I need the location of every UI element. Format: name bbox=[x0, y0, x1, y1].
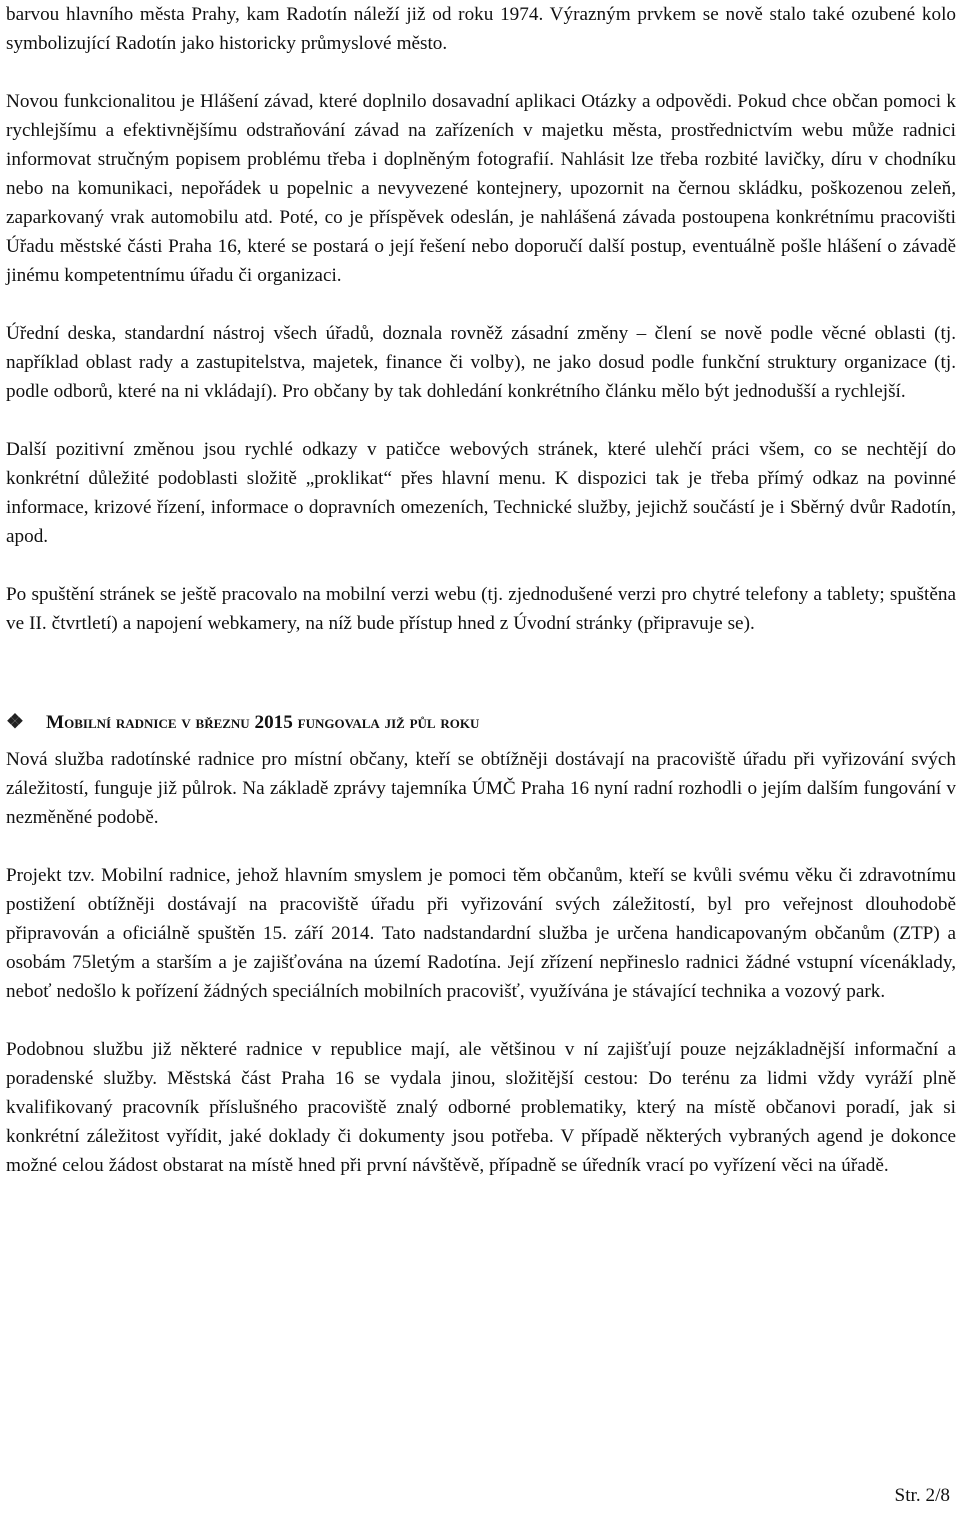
paragraph-fault-reporting: Novou funkcionalitou je Hlášení závad, které doplnilo dosavadní aplikaci Otázky a odpovědi. Pokud chce občan pomoci k rychlejšímu a efektivnějšímu odstraňování závad na zařízeních v majetku města, prostřednictvím webu může radnici informovat stručným popisem problému třeba i doplněným fotografií. Nahlásit lze třeba rozbité lavičky, díru v chodníku nebo na komunikaci, nepořádek u popelnic a nevyvezené kontejnery, upozornit na černou skládku, poškozenou zeleň, zaparkovaný vrak automobilu atd. Poté, co je příspěvek odeslán, je nahlášená závada postoupena konkrétnímu pracovišti Úřadu městské části Praha 16, které se postará o její řešení nebo doporučí další postup, eventuálně pošle hlášení o závadě jinému kompetentnímu úřadu či organizaci. bbox=[6, 91, 956, 286]
paragraph-logo-description: barvou hlavního města Prahy, kam Radotín náleží již od roku 1974. Výrazným prvkem se nově stalo také ozubené kolo symbolizující Radotín jako historicky průmyslové město. bbox=[6, 4, 956, 54]
diamond-bullet-icon: ❖ bbox=[6, 711, 24, 733]
section-heading bbox=[6, 708, 956, 737]
paragraph-official-board: Úřední deska, standardní nástroj všech úřadů, doznala rovněž zásadní změny – člení se nově podle věcné oblasti (tj. například oblast rady a zastupitelstva, majetek, finance či volby), ne jako dosud podle funkční struktury organizace (tj. podle odborů, které na ni vkládají). Pro občany by tak dohledání konkrétního článku mělo být jednodušší a rychlejší. bbox=[6, 323, 956, 402]
paragraph-comparison: Podobnou službu již některé radnice v republice mají, ale většinou v ní zajišťují pouze nejzákladnější informační a poradenské služby. Městská část Praha 16 se vydala jinou, složitější cestou: Do terénu za lidmi vždy vyráží plně kvalifikovaný pracovník příslušného pracoviště znalý odborné problematiky, který na místě občanovi poradí, jak si konkrétní záležitost vyřídit, jaké doklady či dokumenty jsou potřeba. V případě některých vybraných agend je dokonce možné celou žádost obstarat na místě hned při první návštěvě, případně se úředník vrací po vyřízení věci na úřadě. bbox=[6, 1039, 956, 1176]
paragraph-project-description: Projekt tzv. Mobilní radnice, jehož hlavním smyslem je pomoci těm občanům, kteří se kvůli svému věku či zdravotnímu postižení obtížněji dostávají na pracoviště úřadu při vyřizování svých záležitostí, byl pro veřejnost dlouhodobě připravován a oficiálně spuštěn 15. září 2014. Tato nadstandardní služba je určena handicapovaným občanům (ZTP) a osobám 75letým a starším a je zajišťována na území Radotína. Její zřízení nepřineslo radnici žádné vstupní vícenáklady, neboť nedošlo k pořízení žádných speciálních mobilních pracovišť, využívána je stávající technika a vozový park. bbox=[6, 865, 956, 1002]
paragraph-quick-links: Další pozitivní změnou jsou rychlé odkazy v patičce webových stránek, které ulehčí práci všem, co se nechtějí do konkrétní důležité podoblasti složitě „proklikat“ přes hlavní menu. K dispozici tak je třeba přímý odkaz na povinné informace, krizové řízení, informace o dopravních omezeních, Technické služby, jejichž součástí je i Sběrný dvůr Radotín, apod. bbox=[6, 439, 956, 547]
paragraph-mobile-version: Po spuštění stránek se ještě pracovalo na mobilní verzi webu (tj. zjednodušené verzi pro chytré telefony a tablety; spuštěna ve II. čtvrtletí) a napojení webkamery, na níž bude přístup hned z Úvodní stránky (připravuje se). bbox=[6, 584, 956, 634]
document-page bbox=[6, 0, 956, 1180]
section-heading-text: Mobilní radnice v březnu 2015 fungovala již půl roku bbox=[46, 712, 480, 733]
paragraph-service-intro: Nová služba radotínské radnice pro místní občany, kteří se obtížněji dostávají na pracoviště úřadu při vyřizování svých záležitostí, funguje již půlrok. Na základě zprávy tajemníka ÚMČ Praha 16 nyní radní rozhodli o jejím dalším fungování v nezměněné podobě. bbox=[6, 749, 956, 828]
page-number: Str. 2/8 bbox=[894, 1485, 950, 1506]
